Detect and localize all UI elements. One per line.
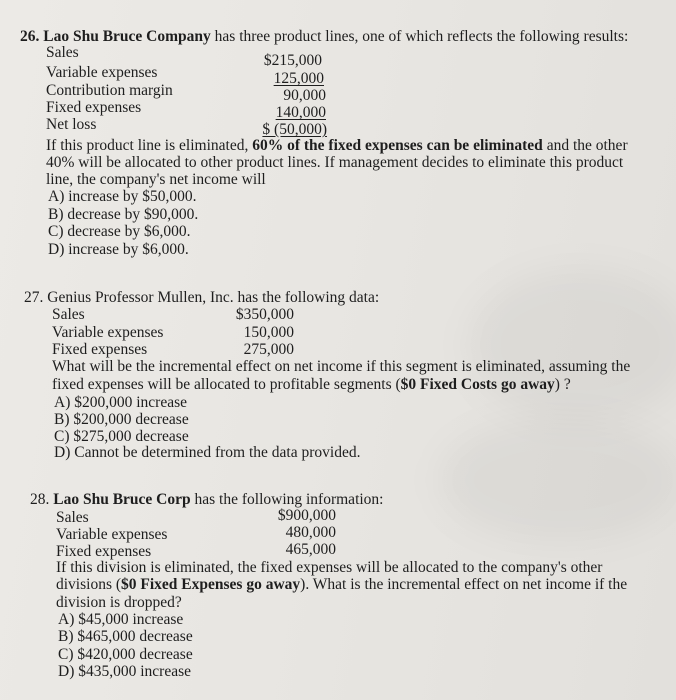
q28-option: D) $435,000 increase [58, 663, 191, 680]
q26-text3: line, the company's net income will [46, 171, 266, 188]
question-27-text [52, 376, 571, 394]
q26-row-value: 140,000 [275, 104, 326, 121]
q26-row-value: 125,000 [273, 70, 324, 87]
q27-option: C) $275,000 decrease [54, 428, 189, 445]
q27-row-value: 275,000 [243, 341, 294, 358]
q27-row-label: Sales [52, 306, 85, 323]
q26-row-value: $ (50,000) [262, 121, 327, 138]
question-28-text [56, 576, 627, 594]
question-28-number: 28. [30, 491, 50, 508]
q26-row-label: Variable expenses [46, 64, 158, 81]
question-26-heading [20, 28, 628, 46]
q27-text2-a: fixed expenses will be allocated to profitable segments ( [52, 376, 401, 393]
q26-row-label: Net loss [46, 116, 97, 133]
q27-text2-c: ) ? [554, 376, 571, 393]
q28-text1: If this division is eliminated, the fixed expenses will be allocated to the company's other [56, 559, 603, 576]
q27-text2-b: $0 Fixed Costs go away [400, 376, 555, 393]
question-27-intro: Genius Professor Mullen, Inc. has the following data: [47, 289, 380, 306]
q26-option: A) increase by $50,000. [48, 188, 197, 205]
q27-row-value: 150,000 [243, 324, 294, 341]
q26-text1-c: and the other [542, 137, 628, 154]
q26-row-label: Sales [46, 44, 79, 61]
q26-option: D) increase by $6,000. [48, 241, 189, 258]
q27-text1: What will be the incremental effect on net income if this segment is eliminated, assuming the [52, 358, 631, 375]
question-27-heading [24, 289, 379, 307]
q28-row-value: 480,000 [285, 524, 336, 541]
q26-text1-b: 60% of the fixed expenses can be eliminated [252, 137, 543, 154]
question-26-company: Lao Shu Bruce Company [43, 28, 211, 45]
q28-row-label: Fixed expenses [56, 543, 152, 560]
q28-option: C) $420,000 decrease [58, 646, 193, 663]
question-28-company: Lao Shu Bruce Corp [53, 491, 191, 508]
q28-option: B) $465,000 decrease [58, 628, 193, 645]
q27-row-label: Variable expenses [52, 324, 164, 341]
q26-option: C) decrease by $6,000. [48, 223, 191, 240]
q26-row-label: Fixed expenses [46, 99, 142, 116]
question-26-text [46, 137, 628, 155]
q27-row-label: Fixed expenses [52, 341, 148, 358]
q28-text3: division is dropped? [56, 594, 182, 611]
q28-row-value: $900,000 [277, 507, 336, 524]
q26-text2: 40% will be allocated to other product lines. If management decides to eliminate this product [46, 154, 624, 171]
q26-text1-a: If this product line is eliminated, [46, 137, 253, 154]
q27-row-value: $350,000 [235, 306, 294, 323]
q28-text2-c: ). What is the incremental effect on net income if the [300, 576, 628, 593]
question-26-number: 26. [20, 28, 40, 45]
q28-text2-a: divisions ( [56, 576, 122, 593]
question-26-intro: has three product lines, one of which reflects the following results: [210, 28, 629, 45]
q26-row-value: 90,000 [283, 87, 326, 104]
q27-option: B) $200,000 decrease [54, 411, 189, 428]
q28-text2-b: $0 Fixed Expenses go away [121, 576, 301, 593]
question-27-number: 27. [24, 289, 44, 306]
q27-option: A) $200,000 increase [54, 394, 187, 411]
q26-option: B) decrease by $90,000. [48, 206, 199, 223]
q28-row-value: 465,000 [285, 541, 336, 558]
q27-option: D) Cannot be determined from the data provided. [54, 444, 361, 461]
q26-row-label: Contribution margin [46, 82, 173, 99]
question-28-intro: has the following information: [190, 491, 384, 508]
q26-row-value: $215,000 [263, 52, 322, 69]
q28-option: A) $45,000 increase [58, 611, 184, 628]
q28-row-label: Sales [56, 509, 89, 526]
q28-row-label: Variable expenses [56, 526, 168, 543]
